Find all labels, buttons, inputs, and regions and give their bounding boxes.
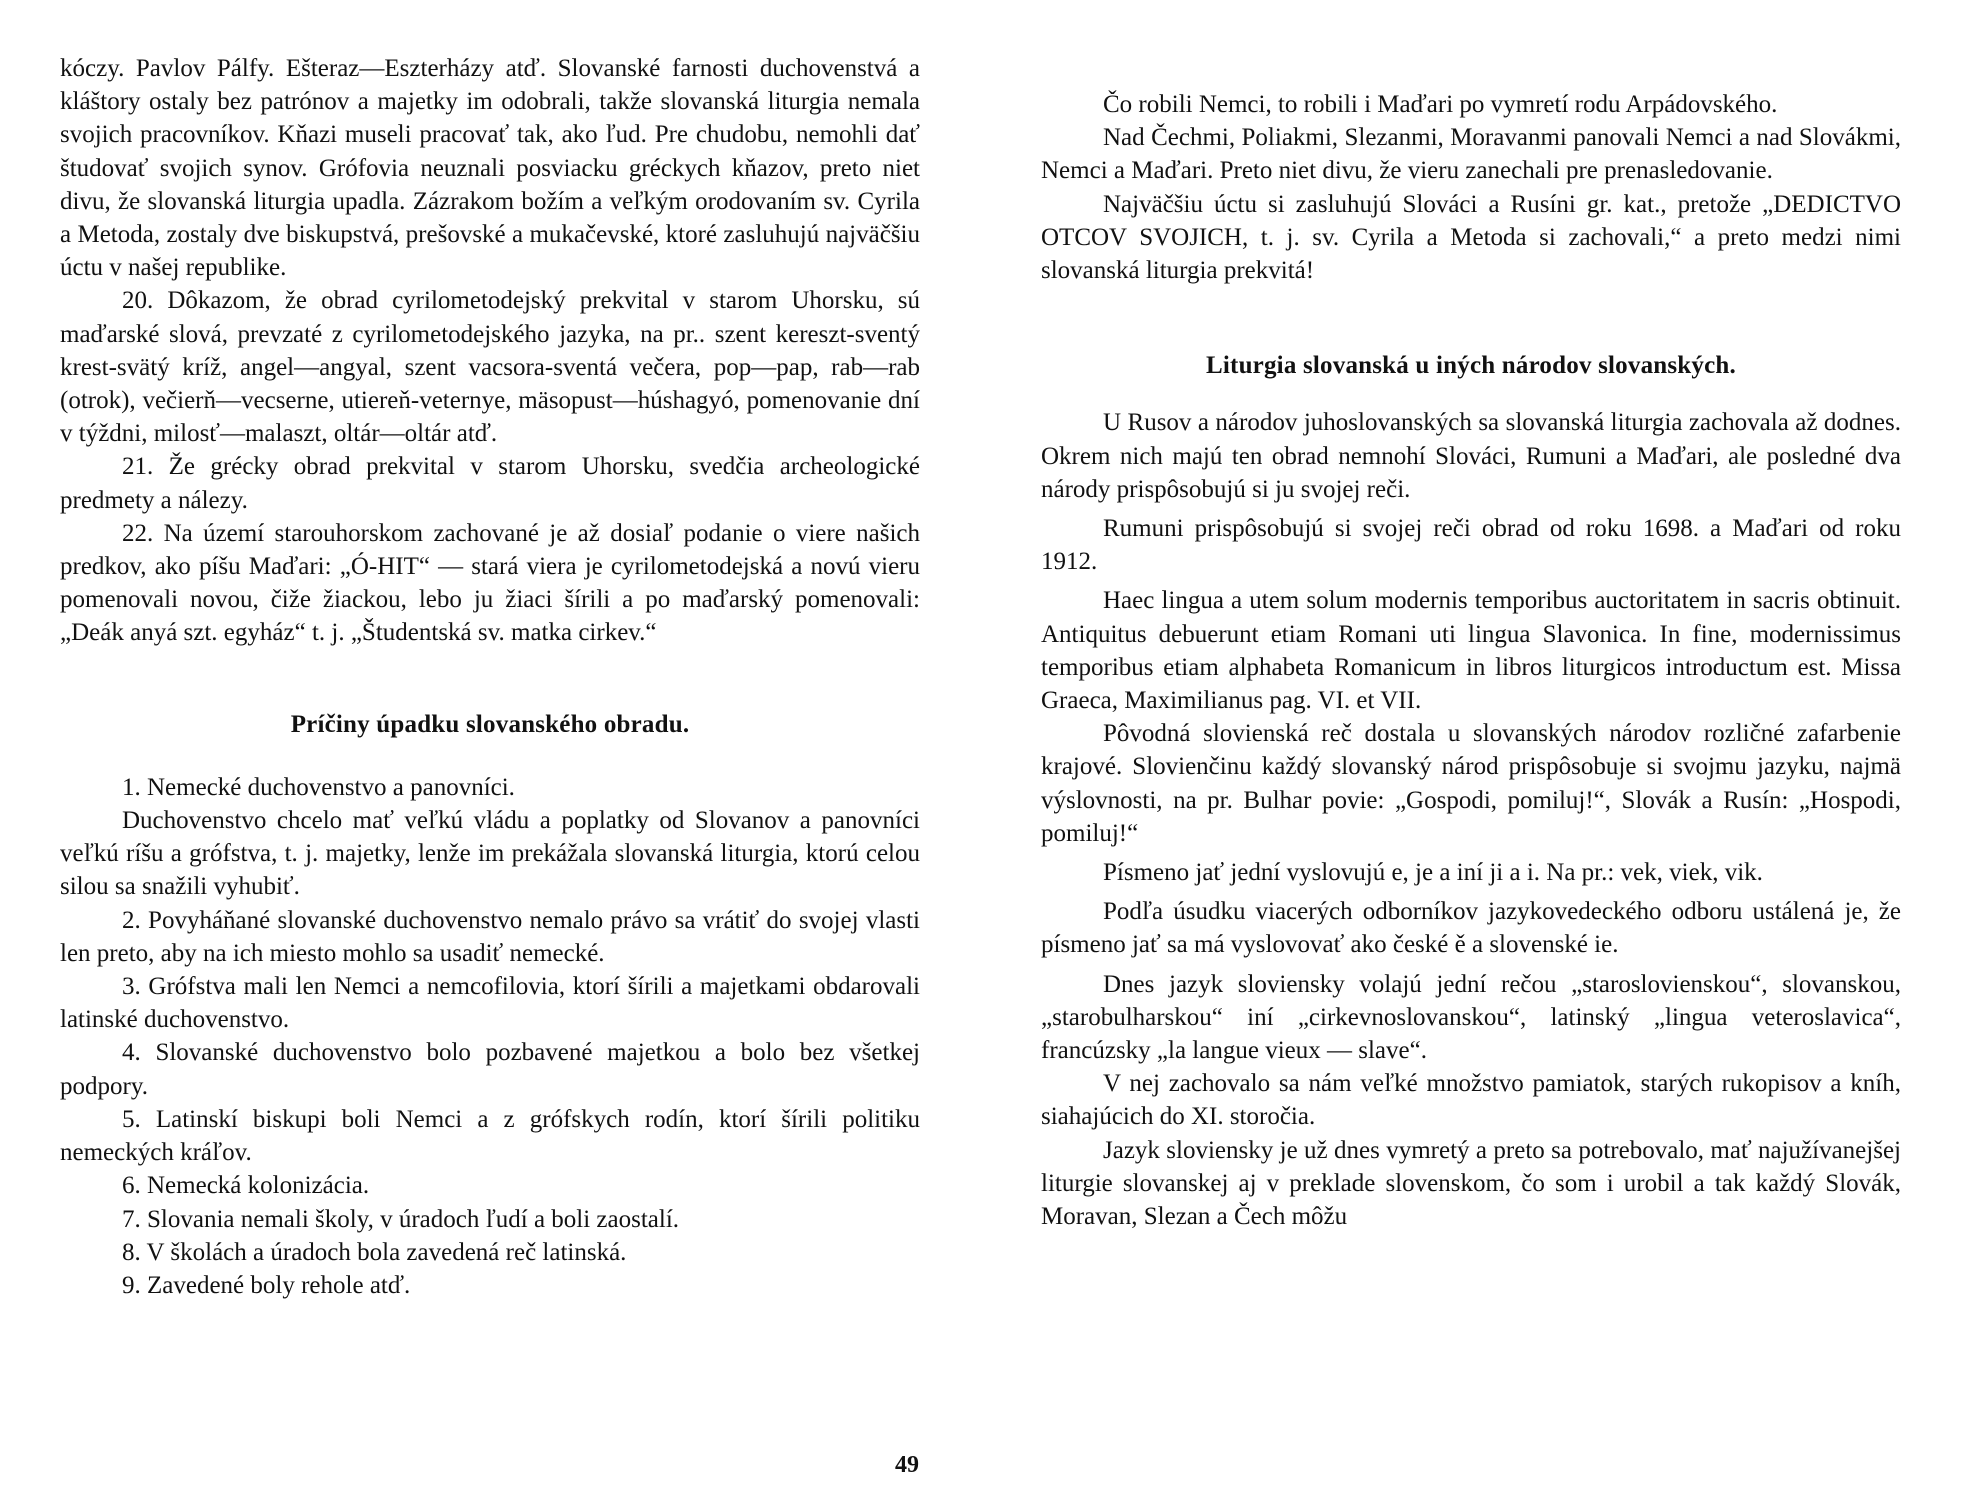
reason-item: 7. Slovania nemali školy, v úradoch ľudí a boli zaostalí. [122, 1205, 680, 1233]
section-heading-causes: Príčiny úpadku slovanského obradu. [290, 710, 690, 738]
left-paragraph-20: 20. Dôkazom, že obrad cyrilometodejský prekvital v starom Uhorsku, sú maďarské slová, prevzaté z cyrilometodejského jazyka, na pr.. szent kereszt-sventý krest-svätý kríž, angel—angyal, szent vacsora-sventá večera, pop—pap, rab—rab (otrok), večierň—vecserne, utiereň-veternye, mäsopust—húshagyó, pomenovanie dní v týždni, milosť—malaszt, oltár—oltár atď. [60, 287, 920, 448]
reason-item: Duchovenstvo chcelo mať veľkú vládu a poplatky od Slovanov a panovníci veľkú ríšu a grófstva, t. j. majetky, lenže im prekážala slovanská liturgia, ktorú celou silou sa snažili vyhubiť. [60, 807, 920, 901]
left-paragraph-1: kóczy. Pavlov Pálfy. Ešteraz—Eszterházy atď. Slovanské farnosti duchovenstvá a kláštory ostaly bez patrónov a majetky im odobrali, takže slovanská liturgia nemala svojich pracovníkov. Kňazi museli pracovať tak, ako ľud. Pre chudobu, nemohli dať študovať svojich synov. Grófovia neuznali posviacku gréckych kňazov, preto niet divu, že slovanská liturgia upadla. Zázrakom božím a veľkým orodovaním sv. Cyrila a Metoda, zostaly dve biskupstvá, prešovské a mukačevské, ktoré zasluhujú najväčšiu úctu v našej republike. [60, 55, 920, 282]
right-paragraph: Dnes jazyk sloviensky volajú jední rečou „staroslovienskou“, slovanskou, „starobulharskou“ iní „cirkevnoslovanskou“, latinský „lingua veteroslavica“, francúzsky „la langue vieux — slave“. [1041, 970, 1901, 1065]
reason-item: 2. Povyháňané slovanské duchovenstvo nemalo právo sa vrátiť do svojej vlasti len preto, aby na ich miesto mohlo sa usadiť nemecké. [60, 906, 920, 967]
reason-item: 9. Zavedené boly rehole atď. [122, 1271, 411, 1299]
right-paragraph: Jazyk sloviensky je už dnes vymretý a preto sa potrebovalo, mať najužívanejšej liturgie slovanskej aj v preklade slovenskom, čo som i urobil a tak každý Slovák, Moravan, Slezan a Čech môžu [1041, 1136, 1901, 1231]
right-paragraph: Podľa úsudku viacerých odborníkov jazykovedeckého odboru ustálená je, že písmeno jať sa má vyslovovať ako české ě a slovenské ie. [1041, 898, 1901, 959]
right-paragraph: Písmeno jať jední vyslovujú e, je a iní ji a i. Na pr.: vek, viek, vik. [1103, 859, 1763, 887]
reason-item: 1. Nemecké duchovenstvo a panovníci. [122, 773, 515, 801]
reason-item: 6. Nemecká kolonizácia. [122, 1172, 370, 1200]
right-paragraph: Čo robili Nemci, to robili i Maďari po vymretí rodu Arpádovského. [1103, 91, 1778, 118]
left-text-column [60, 52, 920, 1302]
right-page [981, 0, 1962, 1500]
reason-item: 8. V školách a úradoch bola zavedená reč latinská. [122, 1238, 627, 1266]
reason-item: 5. Latinskí biskupi boli Nemci a z grófskych rodín, ktorí šírili politiku nemeckých kráľov. [60, 1105, 920, 1167]
right-paragraph: U Rusov a národov juhoslovanských sa slovanská liturgia zachovala až dodnes. Okrem nich majú ten obrad nemnohí Slováci, Rumuni a Maďari, ale posledné dva národy prispôsobujú si ju svojej reči. [1041, 409, 1901, 503]
left-paragraph-22: 22. Na území starouhorskom zachované je až dosiaľ podanie o viere našich predkov, ako píšu Maďari: „Ó-HIT“ — stará viera je cyrilometodejská a novú vieru pomenovali novou, čiže žiackou, lebo ju žiaci šírili a po maďarský pomenovali: „Deák anyá szt. egyház“ t. j. „Študentská sv. matka cirkev.“ [60, 519, 920, 647]
section-heading-liturgy: Liturgia slovanská u iných národov slovanských. [1206, 352, 1736, 380]
reason-item: 3. Grófstva mali len Nemci a nemcofilovia, ktorí šírili a majetkami obdarovali latinské duchovenstvo. [60, 973, 920, 1034]
right-paragraph-latin: Haec lingua a utem solum modernis temporibus auctoritatem in sacris obtinuit. Antiquitus debuerunt etiam Romani uti lingua Slavonica. In fine, modernissimus temporibus etiam alphabeta Romanicum in libros liturgicos introductum est. Missa Graeca, Maximilianus pag. VI. et VII. [1041, 587, 1901, 715]
reason-item: 4. Slovanské duchovenstvo bolo pozbavené majetkou a bolo bez všetkej podpory. [60, 1039, 920, 1100]
right-text-column [1041, 88, 1901, 1233]
page-number: 49 [895, 1452, 919, 1478]
reasons-list [60, 771, 920, 1302]
right-paragraph: Najväčšiu úctu si zasluhujú Slováci a Rusíni gr. kat., pretože „DEDICTVO OTCOV SVOJICH, t. j. sv. Cyrila a Metoda si zachovali,“ a preto medzi nimi slovanská liturgia prekvitá! [1041, 190, 1901, 285]
right-paragraph: Nad Čechmi, Poliakmi, Slezanmi, Moravanmi panovali Nemci a nad Slovákmi, Nemci a Maďari. Preto niet divu, že vieru zanechali pre prenasledovanie. [1041, 124, 1901, 185]
right-paragraph: Pôvodná slovienská reč dostala u slovanských národov rozličné zafarbenie krajové. Slovienčinu každý slovanský národ prispôsobuje si svojmu jazyku, najmä výslovnosti, na pr. Bulhar povie: „Gospodi, pomiluj!“, Slovák a Rusín: „Hospodi, pomiluj!“ [1041, 720, 1901, 847]
right-paragraph: V nej zachovalo sa nám veľké množstvo pamiatok, starých rukopisov a kníh, siahajúcich do XI. storočia. [1041, 1070, 1901, 1131]
right-paragraph: Rumuni prispôsobujú si svojej reči obrad od roku 1698. a Maďari od roku 1912. [1041, 515, 1901, 576]
left-paragraph-21: 21. Že grécky obrad prekvital v starom Uhorsku, svedčia archeologické predmety a nálezy. [60, 453, 920, 514]
